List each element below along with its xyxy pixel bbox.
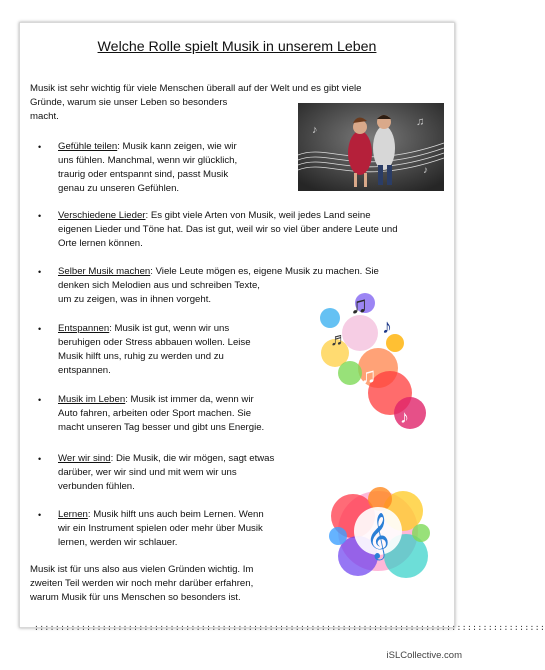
bullet-dot: •	[38, 454, 42, 464]
bullet-gefuehle-line-3: traurig oder entspannt sind, passt Musik	[58, 169, 229, 180]
bullet-selber-line-3: um zu zeigen, was in ihnen vorgeht.	[58, 294, 212, 305]
bullet-dot: •	[38, 395, 42, 405]
bullet-heading: Entspannen	[58, 323, 110, 334]
bullet-lieder-line-2: eigenen Lieder und Töne hat. Das ist gut, weil wir so viel über andere Leute und	[58, 224, 398, 235]
bullet-dot: •	[38, 211, 42, 221]
bullet-heading: Selber Musik machen	[58, 266, 151, 277]
svg-text:♪: ♪	[382, 316, 392, 338]
bullet-text: : Viele Leute mögen es, eigene Musik zu machen. Sie	[150, 266, 379, 277]
worksheet-page	[19, 22, 545, 632]
bullet-wer-line-1	[58, 452, 274, 466]
bullet-selber-line-2: denken sich Melodien aus und schreiben Texte,	[58, 280, 260, 291]
bullet-entspannen-line-4: entspannen.	[58, 365, 111, 376]
intro-line-2: Gründe, warum sie unser Leben so besonders	[30, 97, 228, 108]
bullet-lieder-line-3: Orte lernen können.	[58, 238, 143, 249]
intro-line-1: Musik ist sehr wichtig für viele Menschen überall auf der Welt und es gibt viele	[30, 83, 362, 94]
page-title: Welche Rolle spielt Musik in unserem Leben	[97, 39, 377, 55]
bullet-heading: Verschiedene Lieder	[58, 210, 146, 221]
outro-line-2: zweiten Teil werden wir noch mehr darüber erfahren,	[30, 578, 254, 589]
bullet-text: : Musik kann zeigen, wie wir	[117, 141, 237, 152]
bullet-text: : Musik ist gut, wenn wir uns	[109, 323, 230, 334]
bullet-entspannen-line-3: Musik hilft uns, ruhig zu werden und zu	[58, 351, 224, 362]
bullet-gefuehle-line-4: genau zu unseren Gefühlen.	[58, 183, 180, 194]
bullet-text: : Die Musik, die wir mögen, sagt etwas	[110, 453, 275, 464]
bullet-wer-line-2: darüber, wer wir sind und mit wem wir uns	[58, 467, 237, 478]
bullet-heading: Lernen	[58, 509, 88, 520]
bullet-dot: •	[38, 267, 42, 277]
svg-text:𝄞: 𝄞	[366, 514, 390, 558]
bullet-leben-line-3: macht unseren Tag besser und gibt uns Energie.	[58, 422, 265, 433]
bullet-heading: Gefühle teilen	[58, 141, 118, 152]
bullet-leben-line-2: Auto fahren, arbeiten oder Sport machen. Sie	[58, 408, 252, 419]
bullet-text: : Musik hilft uns auch beim Lernen. Wenn	[87, 509, 264, 520]
intro-line-3: macht.	[30, 111, 59, 122]
dancing-couple-photo	[298, 103, 444, 191]
bullet-lernen-line-3: lernen, werden wir schlauer.	[58, 537, 178, 548]
bullet-gefuehle-line-1	[58, 140, 237, 154]
svg-text:♪: ♪	[312, 124, 318, 136]
bullet-entspannen-line-2: beruhigen oder Stress abbauen wollen. Leise	[58, 337, 251, 348]
bullet-text: : Musik ist immer da, wenn wir	[125, 394, 254, 405]
svg-text:♫: ♫	[360, 363, 377, 388]
svg-text:♬: ♬	[330, 329, 348, 349]
svg-text:♫: ♫	[350, 292, 368, 319]
bullet-dot: •	[38, 324, 42, 334]
bullet-dot: •	[38, 510, 42, 520]
outro-line-3: warum Musik für uns Menschen so besonders ist.	[30, 592, 241, 603]
bullet-lieder-line-1	[58, 209, 371, 223]
svg-text:♪: ♪	[400, 407, 409, 427]
bullet-wer-line-3: verbunden fühlen.	[58, 481, 135, 492]
bullet-lernen-line-2: wir ein Instrument spielen oder mehr über Musik	[58, 523, 263, 534]
bullet-dot: •	[38, 142, 42, 152]
treble-clef-paint-splash	[318, 471, 438, 591]
svg-text:♪: ♪	[423, 165, 428, 176]
colorful-music-notes-splash	[290, 273, 450, 433]
bullet-lernen-line-1	[58, 508, 264, 522]
bullet-gefuehle-line-2: uns fühlen. Manchmal, wenn wir glücklich,	[58, 155, 238, 166]
svg-text:♫: ♫	[416, 116, 425, 128]
footer-watermark: iSLCollective.com	[386, 650, 462, 661]
bullet-heading: Musik im Leben	[58, 394, 126, 405]
dotted-divider: ::::::::::::::::::::::::::::::::::::::::::::::::::::::::::::::::::::::::::::::::::::::::::::::::::	[34, 623, 545, 632]
bullet-heading: Wer wir sind	[58, 453, 111, 464]
bullet-entspannen-line-1	[58, 322, 229, 336]
bullet-text: : Es gibt viele Arten von Musik, weil jedes Land seine	[145, 210, 371, 221]
outro-line-1: Musik ist für uns also aus vielen Gründen wichtig. Im	[30, 564, 254, 575]
bullet-leben-line-1	[58, 393, 254, 407]
